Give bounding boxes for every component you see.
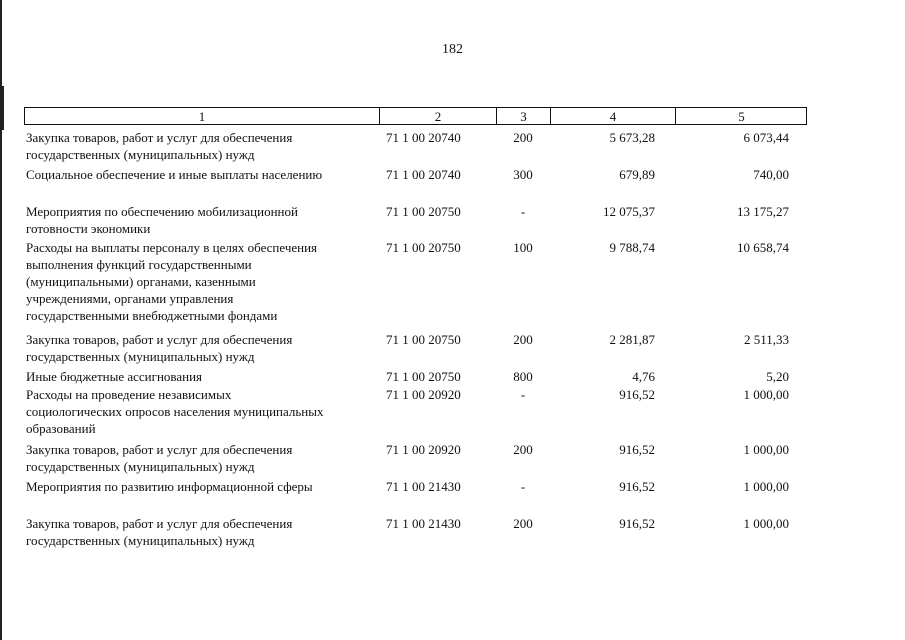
row-code-cell: 71 1 00 20750 xyxy=(386,240,461,255)
row-name-line: социологических опросов населения муниципальных xyxy=(26,404,324,419)
row-type-cell: 200 xyxy=(513,130,533,145)
row-type-cell: 800 xyxy=(513,369,533,384)
row-name-cell xyxy=(26,368,358,385)
row-value-1-cell: 916,52 xyxy=(619,479,655,494)
row-type-cell: 300 xyxy=(513,167,533,182)
row-name-line: Расходы на проведение независимых xyxy=(26,387,232,402)
row-name-cell xyxy=(26,478,358,495)
row-value-1-cell: 5 673,28 xyxy=(609,130,655,145)
row-value-1-cell: 916,52 xyxy=(619,516,655,531)
row-name-line: Закупка товаров, работ и услуг для обеспечения xyxy=(26,442,293,457)
row-name-line: государственных (муниципальных) нужд xyxy=(26,349,255,364)
row-name-line: Закупка товаров, работ и услуг для обеспечения xyxy=(26,332,293,347)
row-value-1-cell: 916,52 xyxy=(619,387,655,402)
row-value-2-cell: 5,20 xyxy=(766,369,789,384)
row-type-cell: 200 xyxy=(513,516,533,531)
row-value-2-cell: 6 073,44 xyxy=(743,130,789,145)
row-name-line: государственных (муниципальных) нужд xyxy=(26,147,255,162)
row-name-line: государственными внебюджетными фондами xyxy=(26,308,278,323)
row-code-cell: 71 1 00 21430 xyxy=(386,516,461,531)
row-name-line: готовности экономики xyxy=(26,221,151,236)
row-type-cell: - xyxy=(520,204,526,219)
row-name-cell xyxy=(26,331,358,365)
row-value-1-cell: 679,89 xyxy=(619,167,655,182)
header-col-4: 4 xyxy=(550,108,675,124)
row-name-line: Социальное обеспечение и иные выплаты населению xyxy=(26,167,323,182)
row-name-line: Закупка товаров, работ и услуг для обеспечения xyxy=(26,130,293,145)
page-number: 182 xyxy=(442,42,463,57)
row-value-1-cell: 916,52 xyxy=(619,442,655,457)
row-name-line: Закупка товаров, работ и услуг для обеспечения xyxy=(26,516,293,531)
row-name-cell xyxy=(26,166,358,183)
header-col-3: 3 xyxy=(496,108,550,124)
row-code-cell: 71 1 00 20750 xyxy=(386,369,461,384)
row-value-2-cell: 10 658,74 xyxy=(737,240,789,255)
header-col-1: 1 xyxy=(198,109,206,124)
row-code-cell: 71 1 00 20750 xyxy=(386,332,461,347)
row-name-cell xyxy=(26,239,358,324)
row-name-cell xyxy=(26,129,358,163)
row-code-cell: 71 1 00 20920 xyxy=(386,442,461,457)
row-name-line: (муниципальными) органами, казенными xyxy=(26,274,256,289)
row-value-2-cell: 13 175,27 xyxy=(737,204,789,219)
row-name-line: учреждениями, органами управления xyxy=(26,291,234,306)
row-value-1-cell: 4,76 xyxy=(632,369,655,384)
row-type-cell: 100 xyxy=(513,240,533,255)
row-code-cell: 71 1 00 20740 xyxy=(386,167,461,182)
row-value-2-cell: 1 000,00 xyxy=(743,442,789,457)
row-type-cell: 200 xyxy=(513,332,533,347)
row-name-line: Расходы на выплаты персоналу в целях обеспечения xyxy=(26,240,318,255)
row-name-line: выполнения функций государственными xyxy=(26,257,252,272)
header-col-5: 5 xyxy=(675,108,807,124)
row-value-2-cell: 1 000,00 xyxy=(743,479,789,494)
row-value-1-cell: 12 075,37 xyxy=(603,204,655,219)
row-value-2-cell: 740,00 xyxy=(753,167,789,182)
row-type-cell: - xyxy=(520,387,526,402)
row-name-line: Мероприятия по обеспечению мобилизационной xyxy=(26,204,298,219)
row-name-line: образований xyxy=(26,421,96,436)
row-value-1-cell: 9 788,74 xyxy=(609,240,655,255)
row-value-2-cell: 1 000,00 xyxy=(743,516,789,531)
row-code-cell: 71 1 00 20750 xyxy=(386,204,461,219)
row-name-line: государственных (муниципальных) нужд xyxy=(26,459,255,474)
row-value-1-cell: 2 281,87 xyxy=(609,332,655,347)
header-col-2: 2 xyxy=(379,108,496,124)
row-code-cell: 71 1 00 21430 xyxy=(386,479,461,494)
row-name-line: Мероприятия по развитию информационной сферы xyxy=(26,479,313,494)
row-name-cell xyxy=(26,203,358,237)
row-type-cell: - xyxy=(520,479,526,494)
row-name-cell xyxy=(26,441,358,475)
row-value-2-cell: 1 000,00 xyxy=(743,387,789,402)
row-name-line: государственных (муниципальных) нужд xyxy=(26,533,255,548)
row-name-cell xyxy=(26,386,358,437)
row-name-line: Иные бюджетные ассигнования xyxy=(26,369,203,384)
row-type-cell: 200 xyxy=(513,442,533,457)
row-code-cell: 71 1 00 20920 xyxy=(386,387,461,402)
row-code-cell: 71 1 00 20740 xyxy=(386,130,461,145)
row-name-cell xyxy=(26,515,358,549)
row-value-2-cell: 2 511,33 xyxy=(743,332,789,347)
